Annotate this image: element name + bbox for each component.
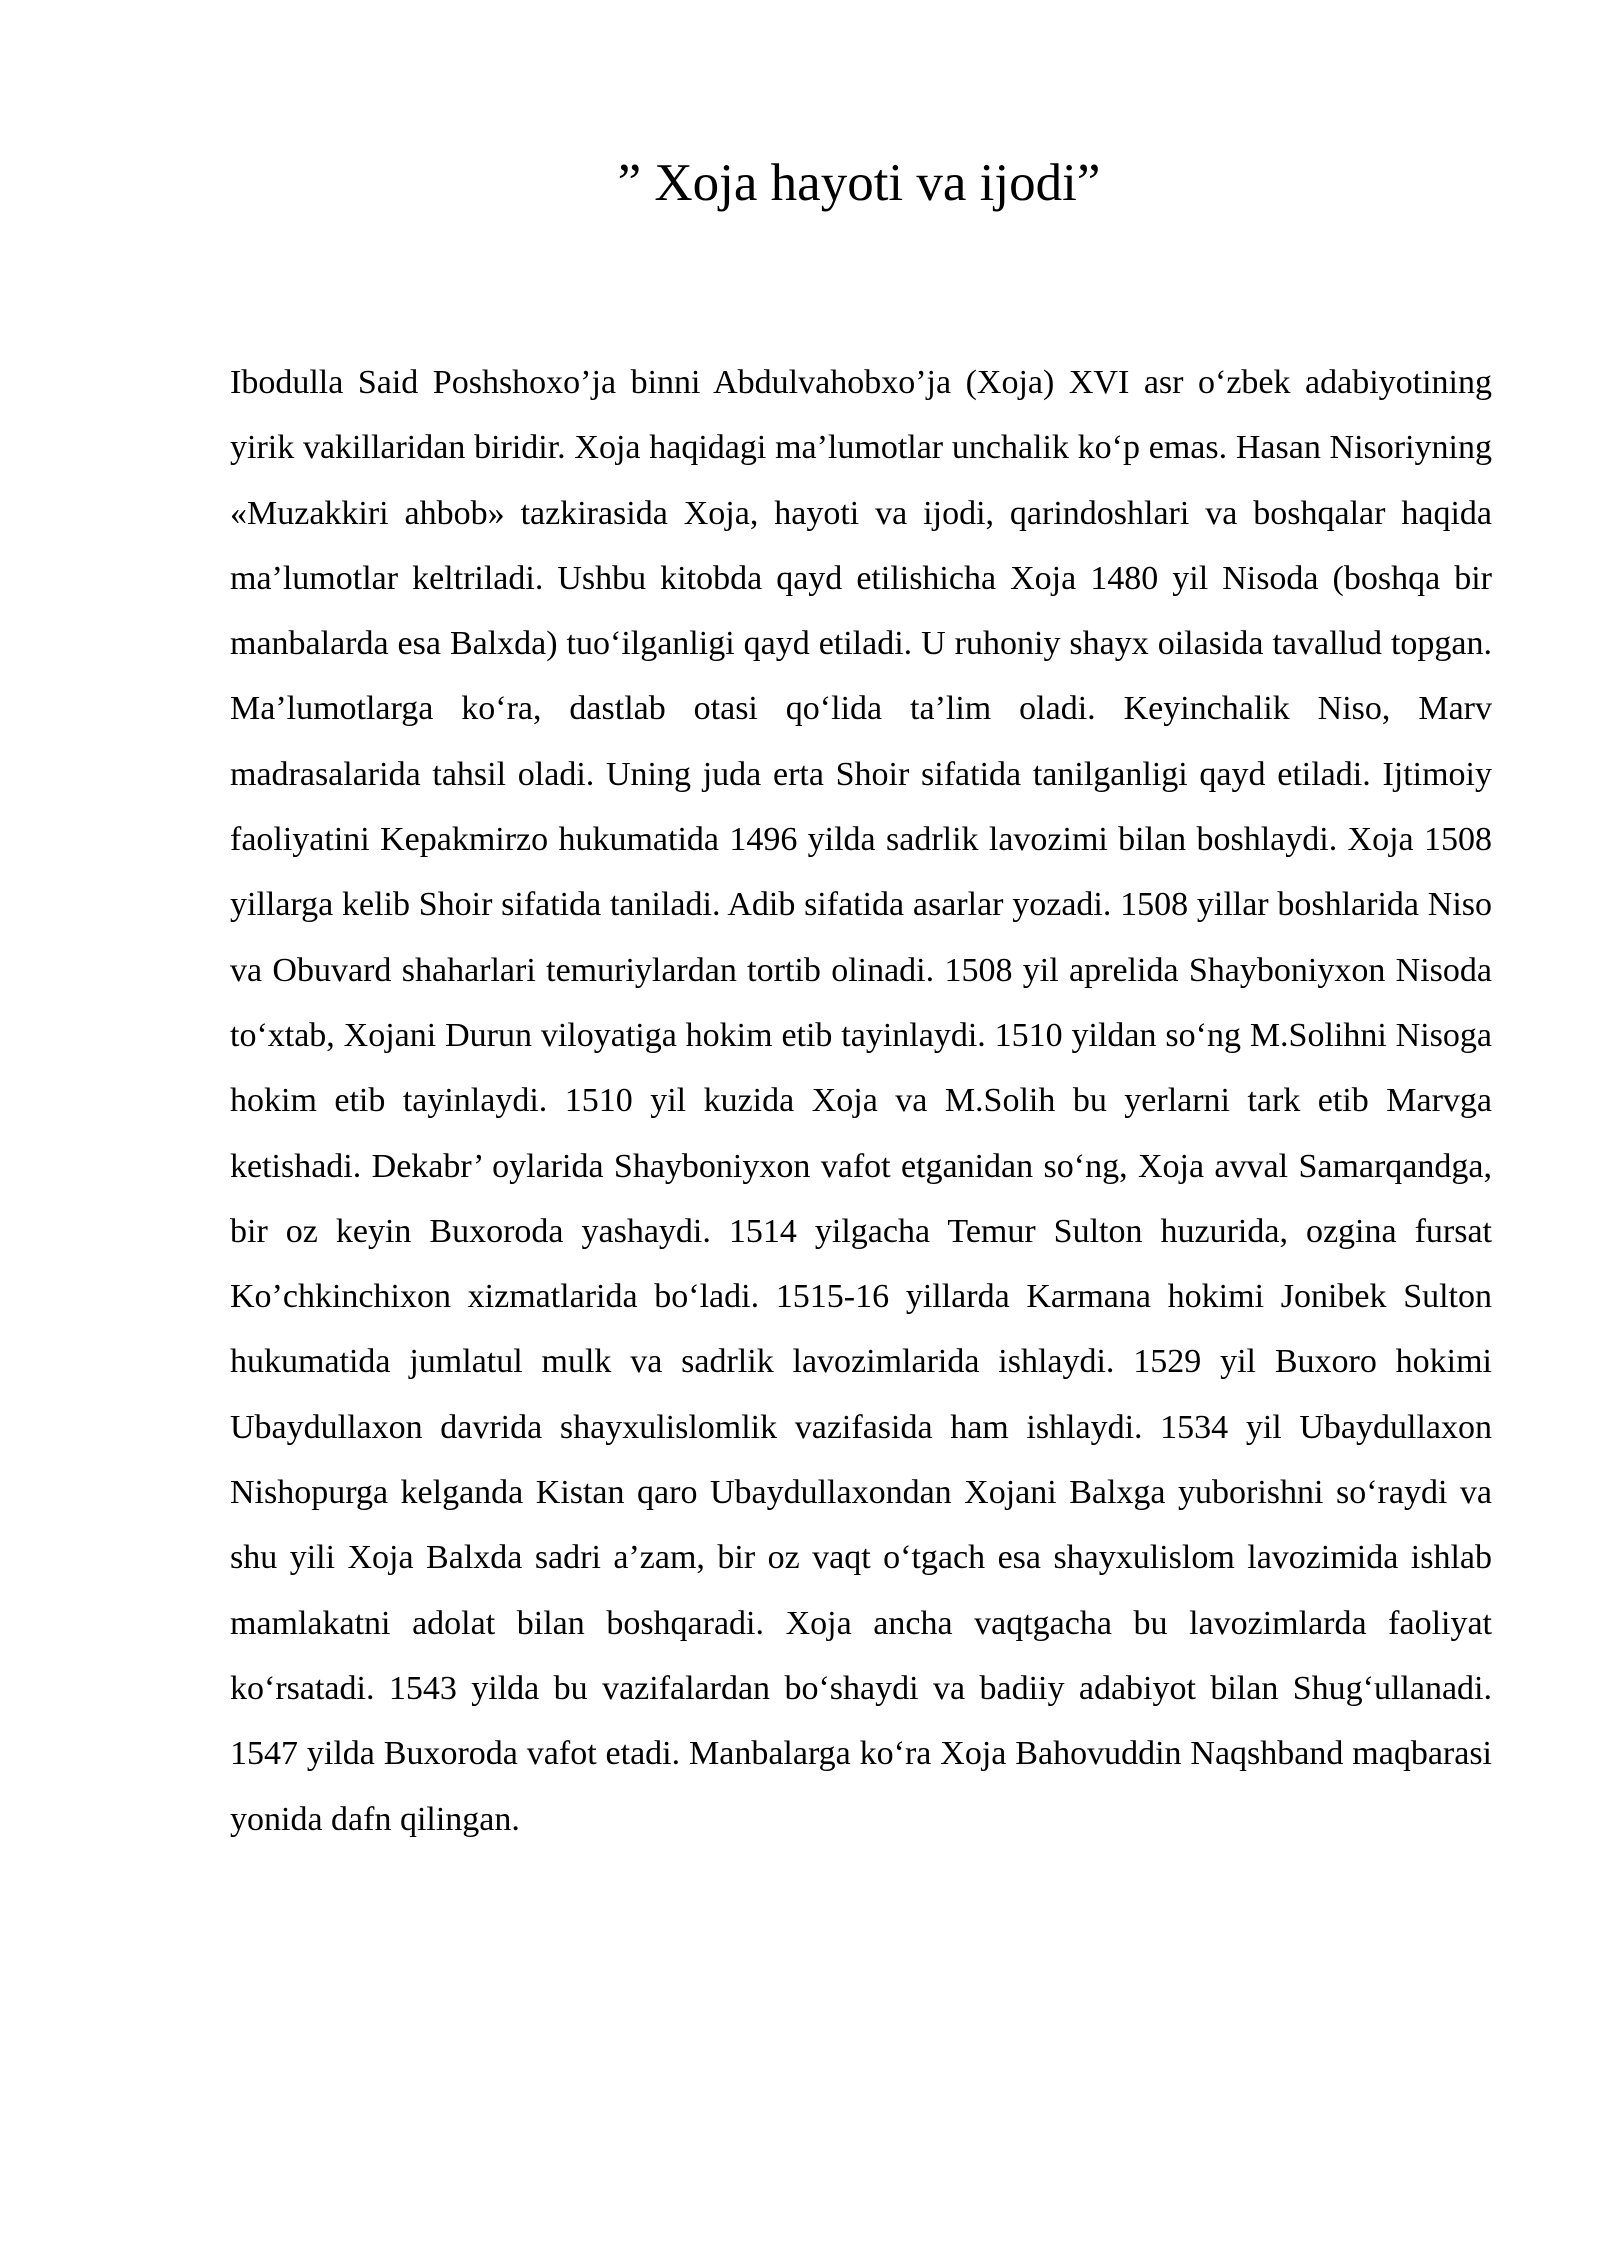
document-title: ” Xoja hayoti va ijodi” [617, 154, 1101, 212]
body-paragraph: Ibodulla Said Poshshoxo’ja binni Abdulvahobxo’ja (Xoja) XVI asr o‘zbek adabiyotining yirik vakillaridan biridir. Xoja haqidagi ma’lumotlar unchalik ko‘p emas. Hasan Nisoriyning «Muzakkiri ahbob» tazkirasida Xoja, hayoti va ijodi, qarindoshlari va boshqalar haqida ma’lumotlar keltriladi. Ushbu kitobda qayd etilishicha Xoja 1480 yil Nisoda (boshqa bir manbalarda esa Balxda) tuo‘ilganligi qayd etiladi. U ruhoniy shayx oilasida tavallud topgan. Ma’lumotlarga ko‘ra, dastlab otasi qo‘lida ta’lim oladi. Keyinchalik Niso, Marv madrasalarida tahsil oladi. Uning juda erta Shoir sifatida tanilganligi qayd etiladi. Ijtimoiy faoliyatini Kepakmirzo hukumatida 1496 yilda sadrlik lavozimi bilan boshlaydi. Xoja 1508 yillarga kelib Shoir sifatida taniladi. Adib sifatida asarlar yozadi. 1508 yillar boshlarida Niso va Obuvard shaharlari temuriylardan tortib olinadi. 1508 yil aprelida Shayboniyxon Nisoda to‘xtab, Xojani Durun viloyatiga hokim etib tayinlaydi. 1510 yildan so‘ng M.Solihni Nisoga hokim etib tayinlaydi. 1510 yil kuzida Xoja va M.Solih bu yerlarni tark etib Marvga ketishadi. Dekabr’ oylarida Shayboniyxon vafot etganidan so‘ng, Xoja avval Samarqandga, bir oz keyin Buxoroda yashaydi. 1514 yilgacha Temur Sulton huzurida, ozgina fursat Ko’chkinchixon xizmatlarida bo‘ladi. 1515-16 yillarda Karmana hokimi Jonibek Sulton hukumatida jumlatul mulk va sadrlik lavozimlarida ishlaydi. 1529 yil Buxoro hokimi Ubaydullaxon davrida shayxulislomlik vazifasida ham ishlaydi. 1534 yil Ubaydullaxon Nishopurga kelganda Kistan qaro Ubaydullaxondan Xojani Balxga yuborishni so‘raydi va shu yili Xoja Balxda sadri a’zam, bir oz vaqt o‘tgach esa shayxulislom lavozimida ishlab mamlakatni adolat bilan boshqaradi. Xoja ancha vaqtgacha bu lavozimlarda faoliyat ko‘rsatadi. 1543 yilda bu vazifalardan bo‘shaydi va badiiy adabiyot bilan Shug‘ullanadi. 1547 yilda Buxoroda vafot etadi. Manbalarga ko‘ra Xoja Bahovuddin Naqshband maqbarasi yonida dafn qilingan. [230, 364, 1492, 1838]
